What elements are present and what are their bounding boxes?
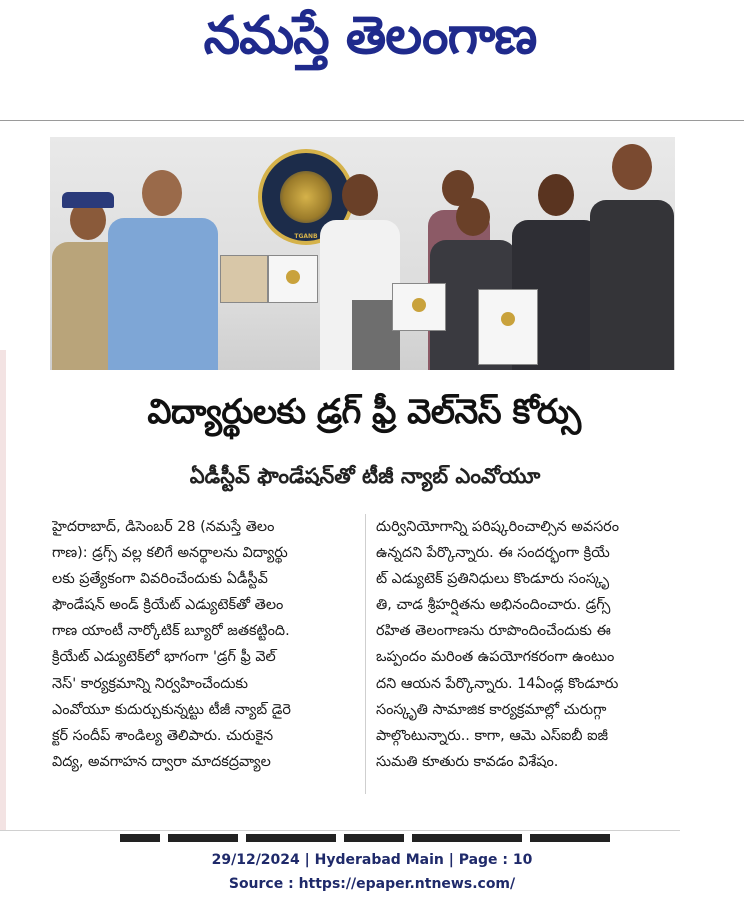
article-line: గాణ): డ్రగ్స్ వల్ల కలిగే అనర్థాలను విద్యార్థు bbox=[52, 545, 288, 562]
article-line: ఫౌండేషన్ అండ్ క్రియేట్ ఎడ్యుటెక్‌తో తెలం bbox=[52, 597, 284, 614]
article-column-right bbox=[376, 514, 676, 775]
article-line: క్టర్ సందీప్ శాండిల్య తెలిపారు. చురుకైన bbox=[52, 727, 274, 744]
article-headline: విద్యార్థులకు డ్రగ్ ఫ్రీ వెల్‌నెస్ కోర్సు bbox=[147, 392, 581, 432]
column-divider bbox=[365, 514, 366, 794]
article-line: పాల్గొంటున్నారు.. కాగా, ఆమె ఎస్ఐబీ ఐజీ bbox=[376, 727, 609, 744]
epaper-date-edition: 29/12/2024 | Hyderabad Main | Page : 10 bbox=[211, 852, 533, 868]
article-line: లకు ప్రత్యేకంగా వివరించేందుకు ఏడీస్టీవ్ bbox=[52, 571, 268, 588]
article-line: ట్ ఎడ్యుటెక్ ప్రతినిధులు కొండూరు సంస్కృ bbox=[376, 571, 610, 588]
photo-document-4 bbox=[478, 289, 538, 365]
page-edge-strip bbox=[0, 350, 6, 830]
article-column-left bbox=[52, 514, 352, 775]
epaper-source-link: Source : https://epaper.ntnews.com/ bbox=[228, 876, 516, 892]
photo-document-1 bbox=[220, 255, 268, 303]
article-subheadline: ఏడీస్టీవ్ ఫౌండేషన్‌తో టీజీ న్యాబ్ ఎంవోయూ bbox=[189, 464, 541, 488]
masthead-divider bbox=[0, 120, 744, 121]
article-line: సుమతి కూతురు కావడం విశేషం. bbox=[376, 753, 559, 770]
article-line: గాణ యాంటీ నార్కోటిక్ బ్యూరో జతకట్టింది. bbox=[52, 623, 290, 640]
photo-person-student-1 bbox=[312, 174, 408, 370]
article-line: హైదరాబాద్, డిసెంబర్ 28 (నమస్తే తెలం bbox=[52, 519, 275, 535]
article-line: క్రియేట్ ఎడ్యుటెక్‌లో భాగంగా 'డ్రగ్ ఫ్రీ వెల్ bbox=[52, 649, 276, 666]
article-line: తి, చాడ శ్రీహర్షితను అభినందించారు. డ్రగ్స్ bbox=[376, 597, 611, 614]
article-line: ఒప్పందం మరింత ఉపయోగకరంగా ఉంటుం bbox=[376, 649, 615, 666]
article-line: ఉన్నదని పేర్కొన్నారు. ఈ సందర్భంగా క్రియే bbox=[376, 545, 610, 562]
photo-document-2 bbox=[268, 255, 318, 303]
next-article-cutoff bbox=[120, 834, 660, 846]
photo-person-official bbox=[108, 152, 218, 370]
article-line: సంస్కృతి సామాజిక కార్యక్రమాల్లో చురుగ్గా bbox=[376, 701, 607, 718]
article-line: దని ఆయన పేర్కొన్నారు. 14ఏండ్ల కొండూరు bbox=[376, 675, 619, 692]
article-line: విద్య, అవగాహన ద్వారా మాదకద్రవ్యాల bbox=[52, 753, 271, 770]
article-line: నెస్' కార్యక్రమాన్ని నిర్వహించేందుకు bbox=[52, 675, 248, 692]
photo-person-student-4 bbox=[590, 144, 674, 370]
article-line: ఎంవోయూ కుదుర్చుకున్నట్టు టీజీ న్యాబ్ డైరె bbox=[52, 701, 291, 718]
newspaper-masthead: నమస్తే తెలంగాణ bbox=[203, 5, 537, 66]
article-line: రహిత తెలంగాణను రూపొందించేందుకు ఈ bbox=[376, 623, 611, 640]
logo-lettering: TGANB bbox=[294, 233, 318, 240]
news-photo bbox=[50, 137, 675, 370]
photo-document-3 bbox=[392, 283, 446, 331]
article-bottom-divider bbox=[0, 830, 680, 831]
article-line: దుర్వినియోగాన్ని పరిష్కరించాల్సిన అవసరం bbox=[376, 519, 620, 535]
